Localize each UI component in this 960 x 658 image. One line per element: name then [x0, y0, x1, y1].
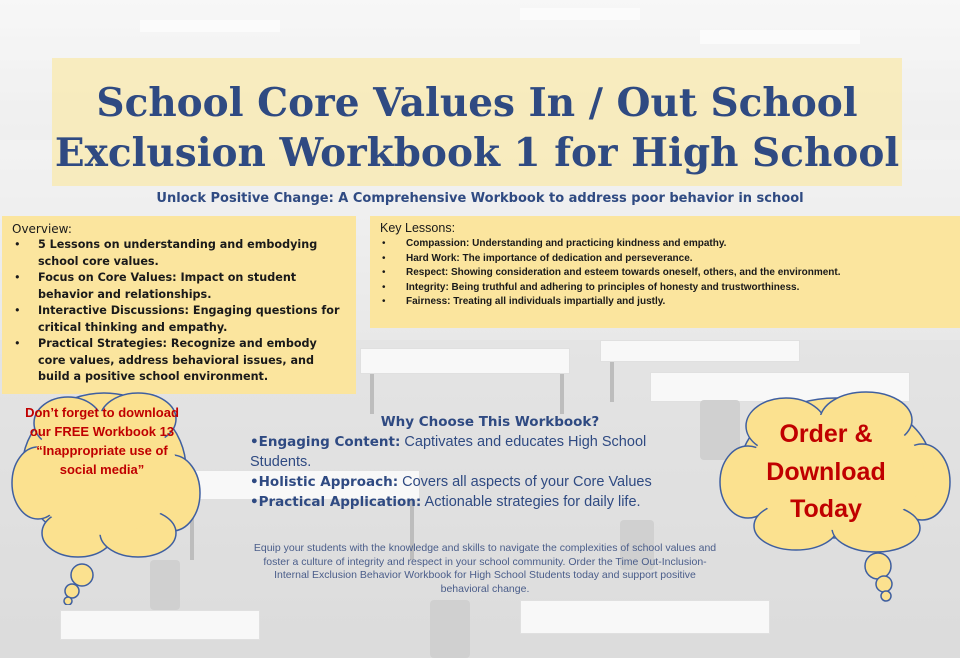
title-line-2: Exclusion Workbook 1 for High School — [54, 130, 900, 176]
order-download-cloud[interactable] — [716, 386, 954, 602]
title-line-1: School Core Values In / Out School — [96, 80, 858, 126]
why-heading: Why Choose This Workbook? — [380, 414, 600, 430]
why-point-text: Covers all aspects of your Core Values — [398, 474, 652, 490]
overview-panel — [2, 216, 356, 394]
why-point — [240, 492, 710, 512]
why-point-text: Actionable strategies for daily life. — [421, 494, 641, 510]
why-point-label: •Holistic Approach: — [250, 474, 399, 490]
subtitle: Unlock Positive Change: A Comprehensive Workbook to address poor behavior in school — [156, 191, 804, 206]
key-lessons-heading: Key Lessons: — [380, 221, 456, 235]
overview-heading: Overview: — [12, 222, 72, 236]
key-lesson-item: • Compassion: Understanding and practicing kindness and empathy. — [380, 237, 950, 252]
overview-item: • Practical Strategies: Recognize and embody core values, address behavioral issues, and build a positive school environment. — [12, 336, 346, 386]
overview-item: • Focus on Core Values: Impact on student behavior and relationships. — [12, 270, 346, 303]
why-point-text: Captivates and educates High School Students. — [250, 434, 647, 470]
why-point-label: •Practical Application: — [250, 494, 422, 510]
key-lesson-item: • Fairness: Treating all individuals impartially and justly. — [380, 295, 950, 310]
equip-paragraph: Equip your students with the knowledge and skills to navigate the complexities of school values and foster a culture of integrity and respect in your school community. Order the Time Out-Inclusion- Internal Exclusion Behavior Workbook for High School Students today and support positive behavioral change. — [253, 542, 717, 595]
free-workbook-text: Don’t forget to download our FREE Workbook 13 “Inappropriate use of social media” — [25, 405, 179, 477]
overview-item: • Interactive Discussions: Engaging questions for critical thinking and empathy. — [12, 303, 346, 336]
free-workbook-cloud[interactable] — [8, 383, 208, 605]
why-point — [240, 472, 710, 492]
page-title — [52, 78, 902, 178]
key-lesson-item: • Respect: Showing consideration and esteem towards oneself, others, and the environment. — [380, 266, 950, 281]
order-download-text: Order & Download Today — [766, 420, 886, 523]
key-lessons-panel — [370, 216, 960, 328]
why-choose-section — [240, 414, 710, 512]
overview-item: • 5 Lessons on understanding and embodying school core values. — [12, 237, 346, 270]
why-point-label: •Engaging Content: — [250, 434, 401, 450]
why-point — [240, 432, 710, 472]
key-lesson-item: • Hard Work: The importance of dedication and perseverance. — [380, 252, 950, 267]
key-lesson-item: • Integrity: Being truthful and adhering to principles of honesty and trustworthiness. — [380, 281, 950, 296]
